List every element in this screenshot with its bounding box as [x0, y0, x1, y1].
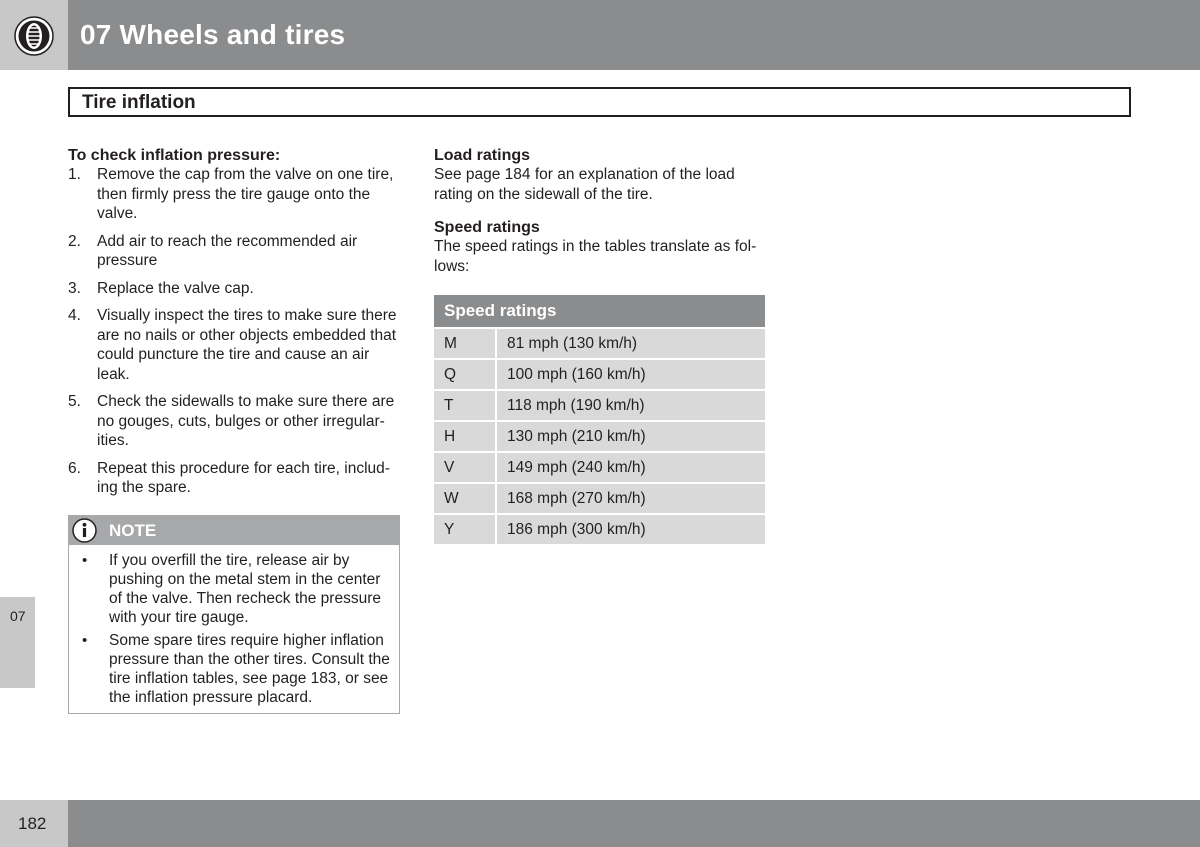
speed-ratings-heading: Speed ratings — [434, 219, 540, 236]
step-number: 6. — [68, 459, 81, 477]
table-row — [434, 513, 765, 544]
step-number: 3. — [68, 279, 81, 297]
step-number: 1. — [68, 166, 81, 183]
table-row — [434, 420, 765, 451]
step-item — [68, 232, 402, 271]
load-ratings-heading: Load ratings — [434, 147, 531, 164]
step-item — [68, 392, 402, 451]
section-title-box — [68, 87, 1131, 117]
table-row — [434, 482, 765, 513]
footer-bar — [68, 800, 1200, 847]
bullet: • — [82, 632, 88, 649]
step-item — [68, 459, 402, 498]
left-column — [68, 146, 402, 506]
speed-value: 118 mph (190 km/h) — [497, 389, 765, 420]
speed-ratings-text: The speed ratings in the tables translate as fol-lows: — [434, 238, 757, 275]
speed-code: W — [434, 482, 497, 513]
footer-page-box — [0, 800, 68, 847]
header-bar — [68, 0, 1200, 70]
step-text: Repeat this procedure for each tire, includ-ing the spare. — [97, 459, 390, 496]
wheel-tire-icon — [14, 16, 54, 56]
step-text: Check the sidewalls to make sure there are no gouges, cuts, bulges or other irregular-ities. — [97, 393, 395, 449]
note-item — [79, 551, 394, 627]
section-title: Tire inflation — [82, 92, 196, 113]
table-row — [434, 451, 765, 482]
speed-code: V — [434, 451, 497, 482]
speed-value: 168 mph (270 km/h) — [497, 482, 765, 513]
table-header-row — [434, 295, 765, 327]
speed-code: Y — [434, 513, 497, 544]
header-icon-box — [0, 0, 68, 70]
load-ratings-text: See page 184 for an explanation of the load rating on the sidewall of the tire. — [434, 166, 735, 203]
info-icon — [72, 518, 97, 543]
note-label: NOTE — [109, 521, 157, 540]
speed-ratings-table — [434, 295, 765, 544]
chapter-side-tab — [0, 597, 35, 688]
note-list — [79, 551, 394, 711]
step-item — [68, 165, 402, 224]
step-number: 2. — [68, 232, 81, 250]
table-row — [434, 327, 765, 358]
bullet: • — [82, 552, 88, 569]
step-text: Visually inspect the tires to make sure there are no nails or other objects embedded that could puncture the tire and cause an air leak. — [97, 307, 397, 383]
speed-value: 186 mph (300 km/h) — [497, 513, 765, 544]
speed-value: 100 mph (160 km/h) — [497, 358, 765, 389]
table-row — [434, 358, 765, 389]
speed-code: M — [434, 327, 497, 358]
speed-value: 81 mph (130 km/h) — [497, 327, 765, 358]
table-title: Speed ratings — [434, 295, 765, 327]
speed-value: 130 mph (210 km/h) — [497, 420, 765, 451]
step-number: 4. — [68, 307, 81, 324]
step-number: 5. — [68, 393, 81, 410]
page-number: 182 — [18, 814, 47, 833]
speed-code: T — [434, 389, 497, 420]
chapter-tab-label: 07 — [10, 608, 26, 624]
note-text: Some spare tires require higher inflation pressure than the other tires. Consult the tire inflation tables, see page 183, or see the inflation pressure placard. — [109, 632, 390, 706]
note-header — [69, 516, 399, 545]
table-row — [434, 389, 765, 420]
chapter-title: 07 Wheels and tires — [80, 19, 346, 50]
speed-value: 149 mph (240 km/h) — [497, 451, 765, 482]
note-item — [79, 631, 394, 707]
check-pressure-heading: To check inflation pressure: — [68, 147, 281, 164]
note-box — [68, 515, 400, 714]
note-text: If you overfill the tire, release air by pushing on the metal stem in the center of the valve. Then recheck the pressure with your tire gauge. — [109, 552, 381, 626]
step-item — [68, 306, 402, 384]
step-item — [68, 279, 402, 299]
right-column — [434, 146, 768, 276]
step-text: Replace the valve cap. — [97, 279, 254, 297]
speed-code: H — [434, 420, 497, 451]
step-text: Remove the cap from the valve on one tire, then firmly press the tire gauge onto the valve. — [97, 166, 394, 222]
step-text: Add air to reach the recommended air pressure — [97, 232, 358, 269]
speed-code: Q — [434, 358, 497, 389]
check-pressure-steps — [68, 165, 402, 498]
